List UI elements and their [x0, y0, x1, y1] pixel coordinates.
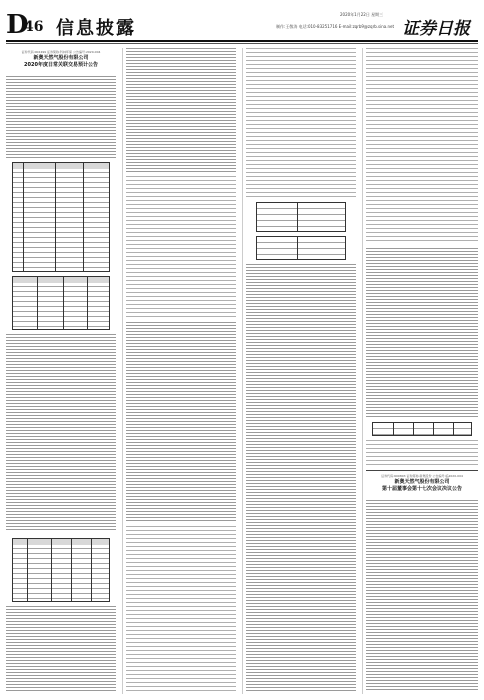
section-title: 信息披露: [56, 18, 136, 39]
editors-line: 制作:王敬涛 电话:010-83251716 E-mail:zqrb9@zqrb.sina.net: [276, 24, 395, 29]
text-block: [126, 526, 236, 692]
text-block: [366, 500, 478, 692]
text-block: [6, 76, 116, 158]
masthead-rule: [6, 40, 478, 42]
text-block: [246, 264, 356, 692]
masthead-rule-thin: [6, 43, 478, 44]
column-4: [366, 48, 478, 694]
article-header: [366, 474, 478, 493]
article-code-line: 证券代码:600803 证券简称:新奥股份 公告编号:临2020-004: [381, 474, 463, 478]
text-block: [126, 48, 236, 172]
data-table: [256, 236, 346, 260]
text-block: [366, 248, 478, 418]
article-divider: [366, 470, 478, 471]
article-title: 2020年度日常关联交易预计公告: [24, 62, 98, 68]
text-block: [6, 606, 116, 692]
data-table: [12, 276, 110, 330]
text-block: [366, 440, 478, 466]
page-number: 46: [24, 19, 44, 35]
article-header: [6, 50, 116, 69]
column-1: [6, 48, 116, 694]
data-table: [12, 538, 110, 602]
text-block: [246, 48, 356, 198]
article-company: 新奥天然气股份有限公司: [394, 479, 450, 485]
text-block: [126, 322, 236, 522]
data-table: [256, 202, 346, 232]
article-company: 新奥天然气股份有限公司: [33, 55, 89, 61]
column-2: [126, 48, 236, 694]
text-block: [6, 334, 116, 532]
section-letter: D: [6, 10, 29, 40]
newspaper-logo: 证券日报: [402, 19, 470, 39]
data-table: [12, 162, 110, 272]
masthead: [0, 0, 484, 44]
text-block: [366, 48, 478, 244]
text-block: [126, 176, 236, 318]
date-line: 2020年1月22日 星期三: [340, 12, 384, 17]
article-title: 第十届董事会第十七次会议决议公告: [381, 486, 462, 492]
data-table: [372, 422, 472, 436]
article-code-line: 证券代码:002499 证券简称:科林环保 公告编号:2020-004: [21, 50, 101, 54]
column-3: [246, 48, 356, 694]
article-columns: [6, 48, 478, 694]
